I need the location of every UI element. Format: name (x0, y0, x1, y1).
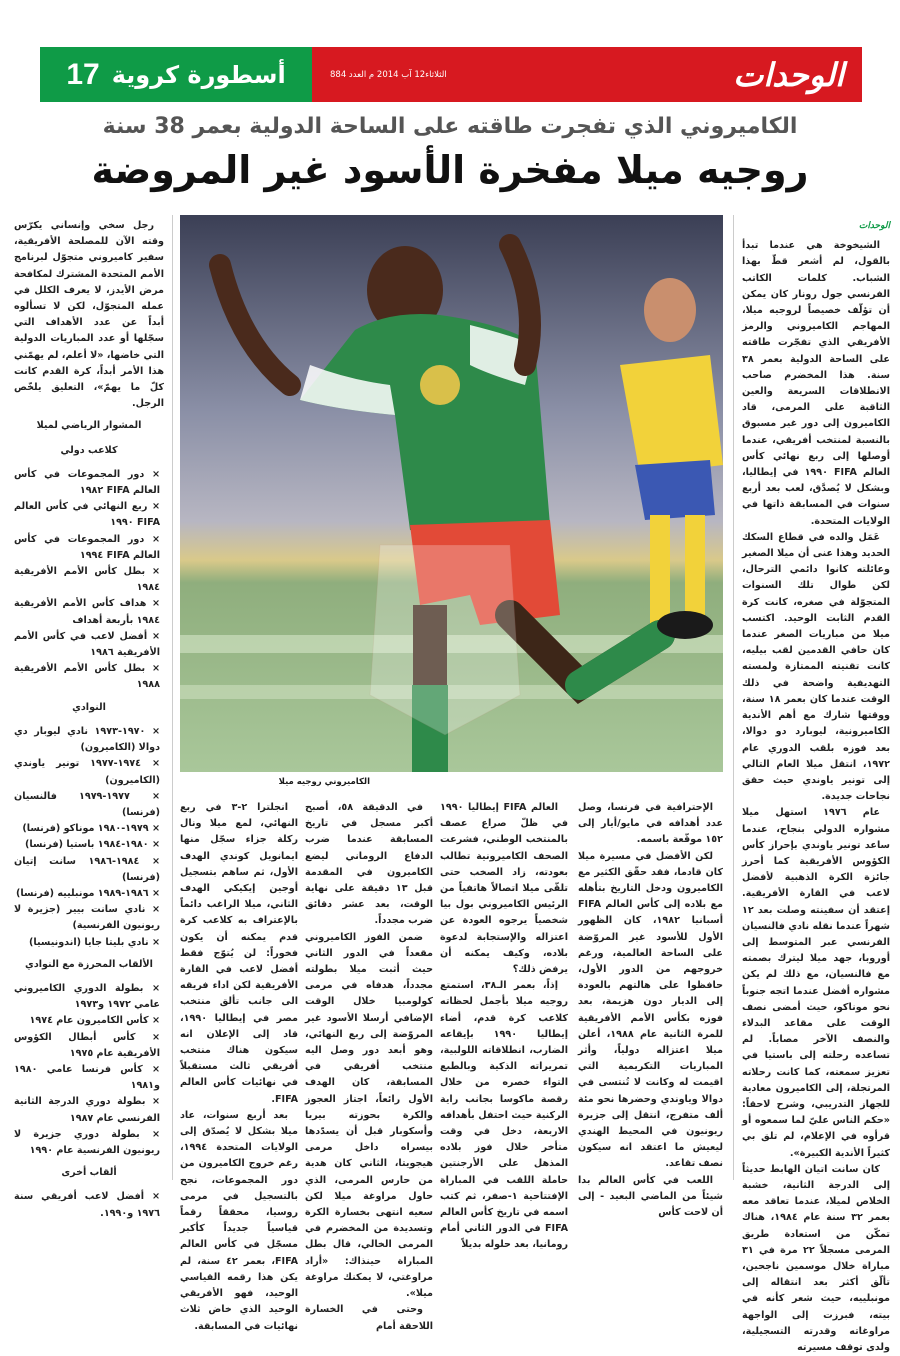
list-item: × ١٩٨٠-١٩٨٤ باستيا (فرنسا) (25, 839, 160, 851)
column-divider (172, 215, 173, 1180)
list-item: × ١٩٧٩-١٩٨٠ موناكو (فرنسا) (22, 823, 160, 835)
list-item: × نادي بليتا جايا (اندونيسيا) (29, 936, 160, 948)
masthead (40, 47, 862, 102)
titles-heading: الألقاب المحرزة مع النوادي (25, 958, 153, 970)
list-item: × أفضل لاعب في كأس الأمم الأفريقية ١٩٨٦ (14, 630, 160, 659)
brand-banner (312, 47, 862, 102)
football-player-photo (180, 215, 723, 772)
list-item: × ١٩٨٦-١٩٨٩ مونبلييه (فرنسا) (16, 887, 160, 899)
paragraph: عام ١٩٧٦ استهل ميلا مشواره الدولي بنجاح، عندما ساعد تونير ياوندي بإحراز كأس الكؤوس الأفريقية كما أحرز جائزة الكرة الذهبية لأفضل لاعب في القارة الأفريقية. إعتقد أن سفينته وصلت بعد ١٢ شهراً عندما نقله نادي فالنسيان الفرنسي عبر المتوسط إلى أوروبا، جهد ميلا ليترك بصمته مع فالنسيان، مع ذلك لم يكن مشواره أفضل عندما اتجه جنوباً نحو موناكو، حيث أمضى نصف الوقت على مقاعد البدلاء والنصف الآخر مصاباً. لم تساعده رحلته إلى باستيا في تعزيز سمعته، كما كانت رحلاته المرتجلة، إلى الكاميرون معادية للجهاز التدريبي، وشرح لاحقاً: «حكم الناس عليّ لما سمعوه أو قرأوه في الإعلام، لم تلق بي كثيراً الأندية الكبيرة». (742, 807, 890, 1159)
issue-info: الثلاثاء12 آب 2014 م العدد 884 (330, 69, 447, 80)
paragraph: ضمن الفوز الكاميروني مقعداً في الدور الثاني حيث أثبت ميلا بطولته مجدداً، هدفاه في مرمى كولومبيا خلال الوقت الإضافي أرسلا الأسود غير المروّضة إلى ربع النهائي، وهو أبعد دور وصل اليه منتخب أفريقي في المسابقة، كان الهدف الأول رائعاً، اجتاز العجوز والكرة بحوزته بيريا وأسكوبار قبل أن يسدّدها بيسراه داخل مرمى هيجويتا، الثاني كان هدية من حارس المرمى، الذي حاول مراوغة ميلا لكن سعيه انتهى بخسارة الكرة وتسديدة من المخضرم في المرمى الخالي، قال بطل المباراة حينذاك: «أراد مراوغتي، لا يمكنك مراوغة ميلا». (305, 931, 433, 1300)
paragraph: إذاً، بعمر الـ٣٨، استمتع روجيه ميلا بأجمل لحظاته كلاعب كرة قدم، أضاء إيطاليا ١٩٩٠ بإيقاعه الضارب، انطلاقاته اللولبية، تمريراته الذكية وبالطبع التواء خصره من خلال رقصة ماكوسا بجانب راية الركنية حيث احتفل بأهدافه الاربعة، دخل في وقت متأخر خلال فوز بلاده المذهل على الأرجنتين حاملة اللقب في المباراة الإفتتاحية ١-صفر، ثم كتب اسمه في تاريخ كأس العالم FIFA في الدور الثاني أمام رومانيا، بعد حلوله بديلاً (440, 980, 569, 1251)
list-item: × ١٩٨٤-١٩٨٦ سانت إتيان (فرنسا) (14, 855, 160, 883)
article-column-bottom-3 (305, 800, 434, 1332)
paragraph: الشيخوخة هي عندما تبدأ بالقول، لم أشعر قطّ بهذا الشباب. كلمات الكاتب الفرنسي جول رونار كان يمكن أن تؤلّف خصيصاً لروجيه ميلا، المهاجم الكاميروني والرمز الأفريقي الذي تفجّرت طاقته على الساحة الدولية بعمر ٣٨ سنة. هذا المخضرم صاحب الانطلاقات السريعة والعين الثاقبة على المرمى، قاد الكاميرون إلى دور غير مسبوق بالنسبة لمنتخب أفريقي، عندما أوصلها إلى ربع نهائي كأس العالم FIFA ١٩٩٠ في إيطاليا، وبشكل لا يُصدَّق، لعب بعد أربع سنوات في المسابقة ذاتها في الولايات المتحدة. (742, 240, 890, 527)
list-item: × بطولة الدوري الكاميروني عامي ١٩٧٢ و١٩٧٣ (14, 982, 160, 1011)
section-banner (40, 47, 312, 102)
list-item: × بطل كأس الأمم الأفريقية ١٩٨٤ (14, 566, 160, 594)
list-item: × أفضل لاعب أفريقي سنة ١٩٧٦ و١٩٩٠. (14, 1191, 160, 1219)
article-photo (180, 215, 723, 772)
paragraph: اللعب في كأس العالم بدا شيئاً من الماضي البعيد - إلى أن لاحت كأس (578, 1174, 723, 1219)
page-number: 17 (66, 57, 100, 91)
list-item: × بطولة دوري الدرجة الثانية الفرنسي عام ١٩٨٧ (14, 1096, 160, 1124)
newspaper-logo: الوحدات (733, 55, 844, 94)
article-column-right (742, 218, 891, 1354)
list-item: × كأس فرنسا عامي ١٩٨٠ و١٩٨١ (14, 1063, 160, 1092)
article-column-bottom-1 (578, 800, 723, 1219)
list-item: × ١٩٧٤-١٩٧٧ تونير ياوندي (الكاميرون) (14, 758, 160, 786)
paragraph: بعد أربع سنوات، عاد ميلا بشكل لا يُصدّق إلى الولايات المتحدة ١٩٩٤، رغم خروج الكاميرون من دور المجموعات، نجح بالتسجيل في مرمى روسيا، محققاً رقماً قياسياً جديداً كأكبر مسجّل في كأس العالم FIFA، بعمر ٤٢ سنة، لم يكن هذا رقمه القياسي الوحيد، فهو الأفريقي الوحيد الذي خاض ثلاث نهائيات في المسابقة. (180, 1109, 298, 1332)
list-item: × هداف كأس الأمم الأفريقية ١٩٨٤ بأربعة أهداف (14, 598, 160, 626)
career-heading: المشوار الرياضي لميلا (36, 420, 142, 432)
list-item: × ١٩٧٠-١٩٧٣ نادي ليوبار دي دوالا (الكاميرون) (14, 725, 160, 754)
list-item: × بطولة دوري جزيرة لا ريونيون الفرنسية عام ١٩٩٠ (14, 1128, 160, 1156)
paragraph: انجلترا ٢-٣ في ربع النهائي، لمع ميلا ونال ركلة جزاء سجّل منها ايمانويل كوندي الهدف الأول، ثم ساهم بتسجيل أوجين إيكيكي الهدف الثاني، ميلا الراغب دائماً بالإعتراف به كلاعب كرة قدم يمكنه أن يكون فخوراً: لن يُتوّج فقط أفضل لاعب في القارة الأفريقية لكن اداء فريقه الى جانب تألق منتخب مصر في إيطاليا ١٩٩٠، قاد إلى الإعلان انه سيكون هناك منتخب أفريقي ثالث مستقبلاً في نهائيات كأس العالم FIFA. (180, 802, 298, 1105)
clubs-heading: النوادي (72, 701, 106, 713)
list-item: × بطل كأس الأمم الأفريقية ١٩٨٨ (14, 663, 160, 691)
paragraph: وحتى في الخسارة اللاحقة أمام (305, 1304, 433, 1332)
international-heading: كلاعب دولي (60, 444, 118, 456)
article-column-bottom-2 (440, 800, 569, 1251)
paragraph: العالم FIFA إيطاليا ١٩٩٠ في ظلّ صراع عصف بالمنتخب الوطني، فشرعت الصحف الكاميرونية تطالب بعودته، زاد الصخب حتى تلقّى ميلا اتصالاً هاتفياً من الرئيس الكاميروني بول بيا شخصياً يرجوه العودة عن اعتزاله والإستجابة لدعوة بلاده، وكيف يمكنه أن يرفض ذلك؟ (440, 802, 568, 976)
article-headline: روجيه ميلا مفخرة الأسود غير المروضة (91, 148, 809, 192)
column-divider (733, 215, 734, 1180)
list-item: × كأس أبطال الكؤوس الأفريقية عام ١٩٧٥ (14, 1031, 160, 1059)
list-item: × نادي سانت بيير (جزيرة لا ريونيون الفرنسية) (14, 904, 160, 932)
article-kicker: الكاميروني الذي تفجرت طاقته على الساحة الدولية بعمر 38 سنة (102, 114, 798, 139)
photo-caption: الكاميروني روجيه ميلا (278, 777, 370, 787)
paragraph: في الدقيقة ٥٨، أصبح أكبر مسجل في تاريخ المسابقة عندما ضرب الدفاع الروماني ليضع الكاميرون في المقدمة قبل ١٣ دقيقة على نهاية الوقت، بعد عشر دقائق ضرب مجدداً. (305, 802, 434, 927)
section-title: أسطورة كروية (111, 60, 286, 89)
paragraph: لكن الأفضل في مسيرة ميلا كان قادما، فقد حقّق الكثير مع الكاميرون ودخل التاريخ بتأهله مع بلاده إلى كأس العالم FIFA أسبانيا ١٩٨٢، كان الظهور الأول للأسود غير المروّضة على الساحة العالمية، ورغم خروجهم من الدور الأول، حافظوا على هالتهم بالعودة إلى الديار دون هزيمة، بعد فوزه بكأس الأمم الأفريقية للمرة الثانية عام ١٩٨٨، أعلن ميلا اعتزاله دولياً، وأثر المباريات التكريمية التي اقيمت له وكانت لا تُنتسى في دوالا وياوندي وحضرها نحو مئة ألف متفرج، انتقل إلى جزيرة ريونيون في المحيط الهندي ليعيش ما اعتقد انه سيكون نصف تقاعد. (578, 850, 723, 1170)
list-item: × دور المجموعات في كأس العالم FIFA ١٩٩٤ (14, 533, 160, 561)
article-column-left (14, 218, 164, 1219)
article-column-bottom-4 (180, 800, 298, 1332)
list-item: × كأس الكاميرون عام ١٩٧٤ (29, 1015, 160, 1027)
list-item: × ربع النهائي في كأس العالم FIFA ١٩٩٠ (14, 501, 160, 529)
list-item: × دور المجموعات في كأس العالم FIFA ١٩٨٢ (14, 468, 160, 497)
paragraph: رجل سخي وإنساني يكرّس وقته الآن للمصلحة الأفريقية، سفير كاميروني متجوّل لبرنامج الأمم المتحدة المشترك لمكافحة مرض الأيدز، لا يعرف الكلل في عمله المتجوّل، لكن لا تسألوه أبداً عن عدد الأهداف التي سجّلها أو عدد المباريات الدولية التي خاضها، «لا أعلم، لم يهمّني هذا الأمر أبداً، كرة القدم كانت كلّ ما يهمّ»، التعليق يلخّص الرجل. (14, 220, 164, 410)
other-titles-heading: ألقاب أخرى (61, 1167, 117, 1179)
paragraph: عَمَل والده في قطاع السكك الحديد وهذا عنى أن ميلا الصغير وعائلته كانوا دائمي الترحال، لكن طوال تلك السنوات المتجوّلة في صغره، كانت كرة القدم الثابت الوحيد. اكتسب ميلا من مباريات الصغر عندما كان حافي القدمين لقب بيليه، كانت تقنيته الممتازة ولمسته التهديفية واضحة في ذلك الوقت عندما كان بعمر ١٨ سنة، ووقتها شارك مع أهم الأندية الكاميرونية، ليوبارد دو دوالا، بعد فوزه بلقب الدوري عام ١٩٧٢، انتقل ميلا العام التالي إلى تونير ياوندي حيث حقق نجاحات جديدة. (742, 531, 891, 803)
source-tag: الوحدات (858, 221, 890, 231)
paragraph: الإحترافية في فرنسا، وصل عدد أهدافه في مايو/أيار إلى ١٥٢ موقّعة باسمه. (578, 802, 723, 846)
paragraph: كان سانت اتيان الهابط حديثاً إلى الدرجة الثانية، خشبة الخلاص لميلا، عندما تعاقد معه بعمر ٣٢ سنة عام ١٩٨٤، هناك تمكّن من استعادة طريق المرمى مسجلاً ٢٢ مرة في ٣١ مباراة خلال موسمين ناجحين، تألّق أكثر بعد انتقاله إلى مونبلييه، حيث شعر كأنه في بيته، فبرزت إلى الواجهة مراوغاته وقدرته التسجيلية، ولدى توقف مسيرته (742, 1163, 890, 1354)
list-item: × ١٩٧٧-١٩٧٩ فالنسيان (فرنسا) (14, 790, 160, 818)
